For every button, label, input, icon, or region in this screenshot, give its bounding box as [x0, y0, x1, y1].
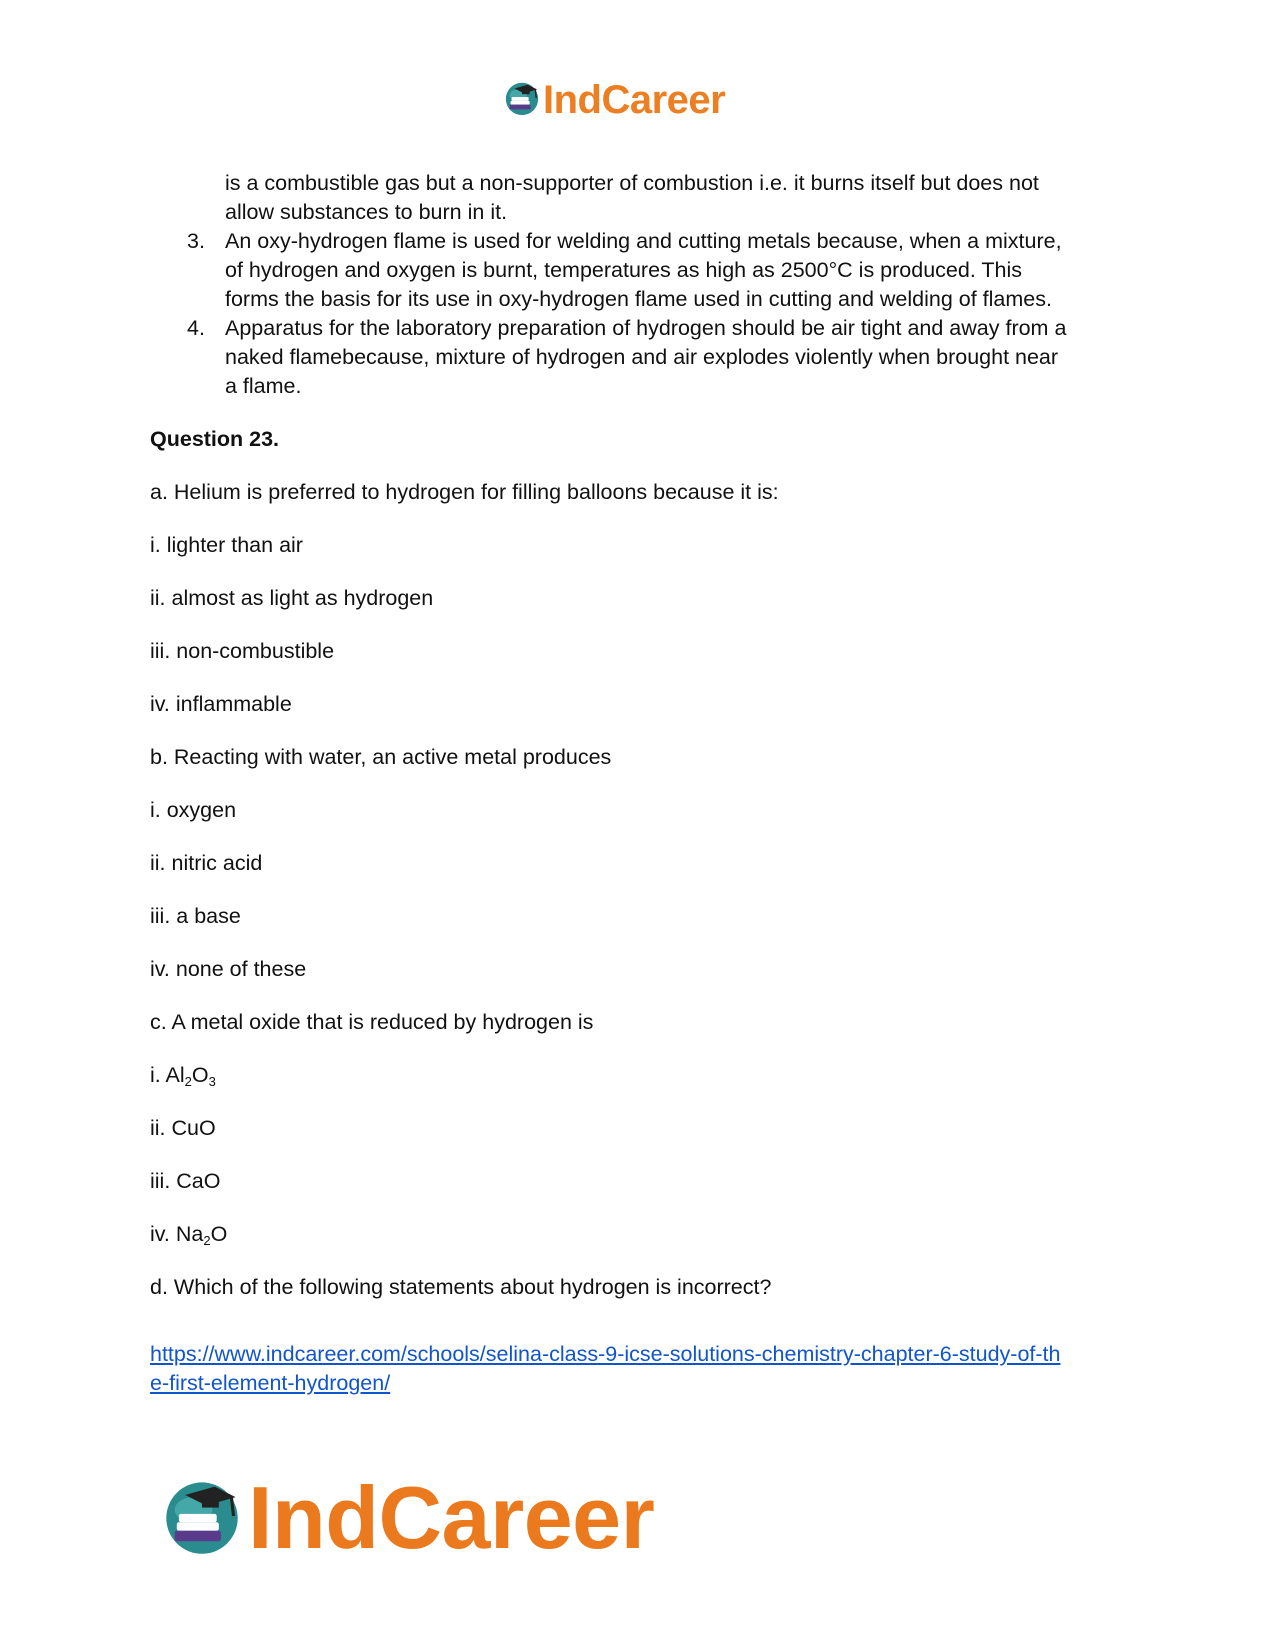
option: iii. a base — [150, 904, 241, 928]
list-item-number: 3. — [187, 229, 205, 253]
list-item-line: An oxy-hydrogen flame is used for welding and cutting metals because, when a mixture, — [225, 229, 1062, 253]
part-d-prompt: d. Which of the following statements about hydrogen is incorrect? — [150, 1275, 772, 1299]
option: ii. nitric acid — [150, 851, 263, 875]
source-link[interactable]: e-first-element-hydrogen/ — [150, 1371, 391, 1395]
source-link[interactable]: https://www.indcareer.com/schools/selina-class-9-icse-solutions-chemistry-chapter-6-study-of-th — [150, 1342, 1061, 1366]
part-a-prompt: a. Helium is preferred to hydrogen for filling balloons because it is: — [150, 480, 779, 504]
option: i. lighter than air — [150, 533, 303, 557]
option: i. oxygen — [150, 798, 237, 822]
option: iii. CaO — [150, 1169, 221, 1193]
part-c-prompt: c. A metal oxide that is reduced by hydrogen is — [150, 1010, 594, 1034]
option: ii. CuO — [150, 1116, 216, 1140]
part-b-prompt: b. Reacting with water, an active metal produces — [150, 745, 612, 769]
list-item-line: forms the basis for its use in oxy-hydrogen flame used in cutting and welding of flames. — [225, 287, 1052, 311]
list-item-line: naked flamebecause, mixture of hydrogen and air explodes violently when brought near — [225, 345, 1059, 369]
list-item-line: Apparatus for the laboratory preparation of hydrogen should be air tight and away from a — [225, 316, 1067, 340]
globe-book-icon — [160, 1474, 244, 1563]
logo-wordmark: IndCareer — [543, 78, 726, 122]
list-item-continued-line: allow substances to burn in it. — [225, 200, 508, 224]
logo-wordmark: IndCareer — [248, 1468, 655, 1567]
list-item-line: a flame. — [225, 374, 302, 398]
globe-book-icon — [503, 79, 541, 122]
footer-logo — [160, 1470, 654, 1566]
question-title: Question 23. — [150, 427, 280, 451]
option-formula: iv. $Na_2O$ — [150, 1222, 228, 1248]
list-item-number: 4. — [187, 316, 205, 340]
option-formula: i. $Al_2O_3$ — [150, 1063, 216, 1089]
option: iii. non-combustible — [150, 639, 335, 663]
header-logo — [503, 78, 725, 122]
option: iv. none of these — [150, 957, 307, 981]
list-item-line: of hydrogen and oxygen is burnt, temperatures as high as 2500°C is produced. This — [225, 258, 1023, 282]
option: iv. inflammable — [150, 692, 292, 716]
list-item-continued-line: is a combustible gas but a non-supporter of combustion i.e. it burns itself but does not — [225, 171, 1039, 195]
option: ii. almost as light as hydrogen — [150, 586, 434, 610]
